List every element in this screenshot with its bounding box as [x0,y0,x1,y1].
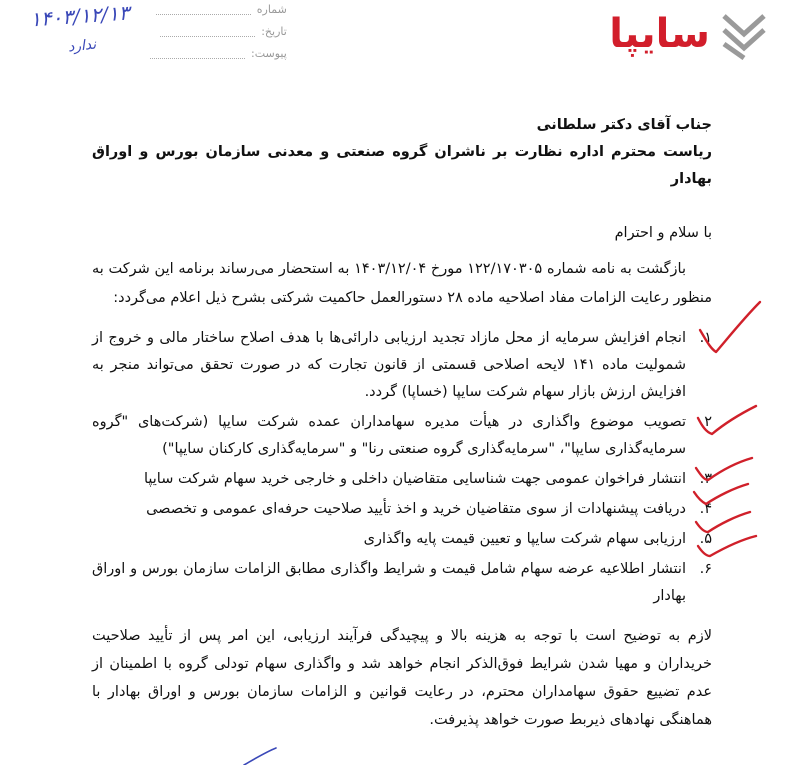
addressee-name: جناب آقای دکتر سلطانی [536,117,712,133]
list-item [92,526,712,553]
pen-stroke-icon [244,748,276,765]
item-number: ۶. [699,561,712,577]
closing-paragraph: لازم به توضیح است با توجه به هزینه بالا و پیچیدگی فرآیند ارزیابی، این امر پس از تأیید صلاحیت خریداران و مهیا شدن شرایط فوق‌الذکر انجام خواهد شد و واگذاری سهام تودلی گروه با اطمینان از عدم تضییع حقوق سهامداران محترم، در رعایت قوانین و الزامات سازمان بورس و اوراق بهادار با هماهنگی نهادهای ذیربط صورت خواهد پذیرفت. [92,628,712,728]
item-text: ارزیابی سهام شرکت سایپا و تعیین قیمت پایه واگذاری [363,531,686,547]
item-text: انجام افزایش سرمایه از محل مازاد تجدید ارزیابی دارائی‌ها با هدف اصلاح ساختار مالی و خروج از شمولیت ماده ۱۴۱ لایحه اصلاحی قسمتی از قانون تجارت که در صورت تحقق می‌تواند منجر به افزایش ارزش بازار سهام شرکت سایپا (خساپا) گردد. [92,330,686,400]
item-number: ۲. [699,414,712,430]
item-number: ۱. [699,330,712,346]
addressee-title: ریاست محترم اداره نظارت بر ناشران گروه صنعتی و معدنی سازمان بورس و اوراق بهادار [92,144,712,187]
salutation: با سلام و احترام [614,225,712,241]
handwritten-note: ندارد [67,36,97,56]
letter-body [92,112,712,734]
meta-date-row [150,20,287,42]
intro-paragraph: بازگشت به نامه شماره ۱۲۲/۱۷۰۳۰۵ مورخ ۱۴۰۳/۱۲/۰۴ به استحضار می‌رساند برنامه این شرکت به منظور رعایت الزامات مفاد اصلاحیه ماده ۲۸ دستورالعمل حاکمیت شرکتی بشرح ذیل اعلام می‌گردد: [92,261,712,306]
meta-date-label: تاریخ: [261,24,287,38]
meta-line [156,4,251,15]
list-item [92,556,712,610]
meta-line [160,26,255,37]
letter-meta [150,0,287,64]
item-number: ۴. [699,501,712,517]
item-text: دریافت پیشنهادات از سوی متقاضیان خرید و اخذ تأیید صلاحیت حرفه‌ای عمومی و تخصصی [146,501,686,517]
meta-line [150,48,245,59]
company-logo [609,8,772,60]
item-text: انتشار اطلاعیه عرضه سهام شامل قیمت و شرایط واگذاری مطابق الزامات سازمان بورس و اوراق بهادار [92,561,686,604]
list-item [92,409,712,463]
list-item [92,496,712,523]
list-item [92,466,712,493]
item-number: ۵. [699,531,712,547]
list-item [92,325,712,406]
meta-attachment-label: پیوست: [251,46,287,60]
meta-number-row [150,0,287,20]
meta-number-label: شماره [256,2,287,16]
saipa-emblem-icon [716,8,772,60]
action-list [92,325,712,610]
item-text: تصویب موضوع واگذاری در هیأت مدیره سهامداران عمده شرکت سایپا (شرکت‌های "گروه سرمایه‌گذاری سایپا"، "سرمایه‌گذاری گروه صنعتی رنا" و "سرمایه‌گذاری کارکنان سایپا") [92,414,686,457]
handwritten-date: ۱۴۰۳/۱۲/۱۳ [29,0,131,32]
item-text: انتشار فراخوان عمومی جهت شناسایی متقاضیان داخلی و خارجی خرید سهام شرکت سایپا [143,471,686,487]
item-number: ۳. [699,471,712,487]
meta-attachment-row [150,42,287,64]
logo-text: سایپا [609,11,710,57]
